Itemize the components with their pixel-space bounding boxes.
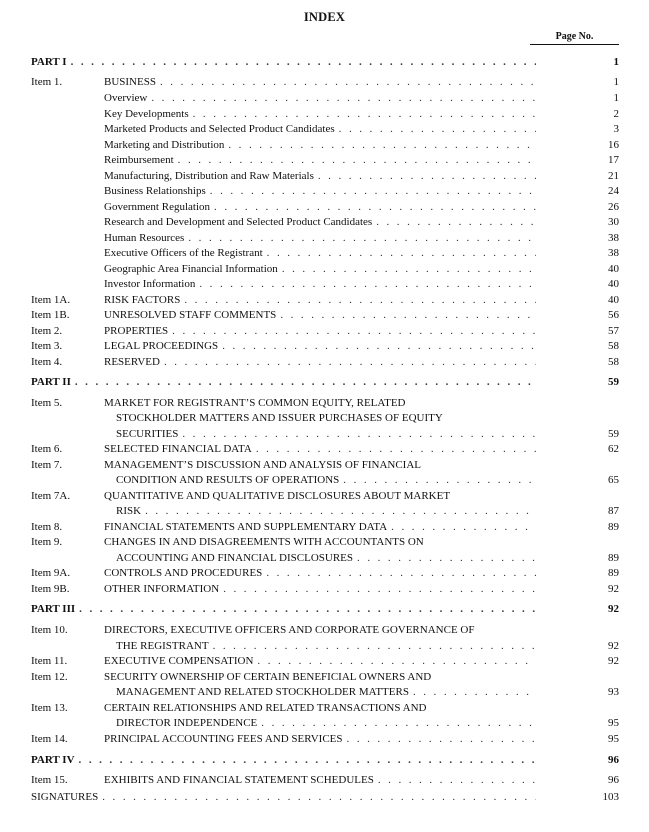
toc-item-1a[interactable] xyxy=(31,292,619,308)
item-number: Item 8. xyxy=(31,521,63,533)
toc-item-5-end[interactable] xyxy=(31,426,619,442)
page-title: INDEX xyxy=(303,10,346,24)
page-number: 40 xyxy=(608,294,619,306)
item-title: EXECUTIVE COMPENSATION . . . xyxy=(104,653,536,669)
page-number: 38 xyxy=(608,232,619,244)
toc-signatures[interactable] xyxy=(31,789,619,805)
toc-item-7a-end[interactable] xyxy=(31,503,619,519)
item-title: EXHIBITS AND FINANCIAL STATEMENT SCHEDULES . . . xyxy=(104,772,536,788)
item-title-line-1: DIRECTORS, EXECUTIVE OFFICERS AND CORPORATE GOVERNANCE OF xyxy=(104,624,475,636)
toc-item-13[interactable] xyxy=(31,700,619,716)
item-title: Research and Development and Selected Product Candidates . . . xyxy=(104,214,536,230)
item-number: Item 12. xyxy=(31,671,68,683)
item-number: Item 3. xyxy=(31,340,63,352)
toc-item-1[interactable] xyxy=(31,74,619,90)
page-number: 95 xyxy=(608,717,619,729)
toc-item-15[interactable] xyxy=(31,772,619,788)
item-title: RISK FACTORS . . . xyxy=(104,292,536,308)
item-title: CONTROLS AND PROCEDURES . . . xyxy=(104,565,536,581)
item-number: Item 9A. xyxy=(31,567,71,579)
toc-item-10[interactable] xyxy=(31,622,619,638)
part-3-leader xyxy=(31,601,536,617)
item-title: Business Relationships . . . xyxy=(104,183,536,199)
page-number: 87 xyxy=(608,505,619,517)
item-title: SELECTED FINANCIAL DATA . . . xyxy=(104,441,536,457)
toc-item-2[interactable] xyxy=(31,323,619,339)
toc-sub-research-development[interactable] xyxy=(31,214,619,230)
page-number: 92 xyxy=(608,655,619,667)
item-title: Geographic Area Financial Information . . . xyxy=(104,261,536,277)
page-number: 40 xyxy=(608,278,619,290)
item-number: Item 10. xyxy=(31,624,68,636)
toc-sub-government-regulation[interactable] xyxy=(31,199,619,215)
page-number: 59 xyxy=(608,428,619,440)
item-title: Government Regulation . . . xyxy=(104,199,536,215)
item-title-line-2: RISK . . . xyxy=(116,503,536,519)
item-number: Item 9. xyxy=(31,536,63,548)
page-number: 1 xyxy=(613,56,619,68)
item-title: RESERVED . . . xyxy=(104,354,536,370)
toc-item-3[interactable] xyxy=(31,338,619,354)
item-number: Item 13. xyxy=(31,702,68,714)
page-number: 1 xyxy=(613,76,619,88)
page-number: 65 xyxy=(608,474,619,486)
page-number: 17 xyxy=(608,154,619,166)
toc-sub-key-developments[interactable] xyxy=(31,106,619,122)
item-title-line-1: MANAGEMENT’S DISCUSSION AND ANALYSIS OF FINANCIAL xyxy=(104,459,422,471)
part-4-leader xyxy=(31,752,536,768)
toc-item-12-end[interactable] xyxy=(31,684,619,700)
page-number: 95 xyxy=(608,733,619,745)
part-label: PART II xyxy=(31,374,75,390)
toc-sub-reimbursement[interactable] xyxy=(31,152,619,168)
page-number: 1 xyxy=(613,92,619,104)
page-number: 89 xyxy=(608,521,619,533)
page-number: 16 xyxy=(608,139,619,151)
part-2-leader xyxy=(31,374,536,390)
page-no-header: Page No. xyxy=(530,31,619,45)
item-title: LEGAL PROCEEDINGS . . . xyxy=(104,338,536,354)
item-title: UNRESOLVED STAFF COMMENTS . . . xyxy=(104,307,536,323)
part-1-leader xyxy=(31,54,536,70)
signatures-leader xyxy=(31,789,536,805)
item-number: Item 1B. xyxy=(31,309,70,321)
part-label: PART IV xyxy=(31,752,79,768)
toc-item-10-end[interactable] xyxy=(31,638,619,654)
toc-item-4[interactable] xyxy=(31,354,619,370)
item-title: Reimbursement . . . xyxy=(104,152,536,168)
item-title-line-2: DIRECTOR INDEPENDENCE . . . xyxy=(116,715,536,731)
toc-sub-overview[interactable] xyxy=(31,90,619,106)
toc-item-7a[interactable] xyxy=(31,488,619,504)
page-number: 57 xyxy=(608,325,619,337)
toc-sub-human-resources[interactable] xyxy=(31,230,619,246)
toc-part-1[interactable] xyxy=(31,54,619,70)
item-number: Item 5. xyxy=(31,397,63,409)
toc-item-6[interactable] xyxy=(31,441,619,457)
page-number: 58 xyxy=(608,340,619,352)
toc-item-5[interactable] xyxy=(31,395,619,411)
toc-item-1b[interactable] xyxy=(31,307,619,323)
item-title-line-1: MARKET FOR REGISTRANT’S COMMON EQUITY, RELATED xyxy=(104,397,406,409)
page-number: 89 xyxy=(608,567,619,579)
item-number: Item 1A. xyxy=(31,294,71,306)
toc-item-14[interactable] xyxy=(31,731,619,747)
toc-item-13-end[interactable] xyxy=(31,715,619,731)
toc-sub-marketing[interactable] xyxy=(31,137,619,153)
toc-part-3[interactable] xyxy=(31,601,619,617)
item-number: Item 7. xyxy=(31,459,63,471)
item-title-line-1: SECURITY OWNERSHIP OF CERTAIN BENEFICIAL OWNERS AND xyxy=(104,671,432,683)
item-title-line-2: STOCKHOLDER MATTERS AND ISSUER PURCHASES OF EQUITY xyxy=(116,412,443,424)
item-number: Item 4. xyxy=(31,356,63,368)
toc-sub-investor[interactable] xyxy=(31,276,619,292)
toc-sub-geographic[interactable] xyxy=(31,261,619,277)
page-number: 38 xyxy=(608,247,619,259)
page-number: 26 xyxy=(608,201,619,213)
page-number: 21 xyxy=(608,170,619,182)
item-number: Item 1. xyxy=(31,76,63,88)
item-title: Marketing and Distribution . . . xyxy=(104,137,536,153)
item-title: OTHER INFORMATION . . . xyxy=(104,581,536,597)
toc-sub-business-relationships[interactable] xyxy=(31,183,619,199)
page-number: 103 xyxy=(602,791,619,803)
toc-item-9[interactable] xyxy=(31,534,619,550)
item-title: FINANCIAL STATEMENTS AND SUPPLEMENTARY DATA . . . xyxy=(104,519,536,535)
toc-item-7-end[interactable] xyxy=(31,472,619,488)
item-title: Key Developments . . . xyxy=(104,106,536,122)
item-title: Marketed Products and Selected Product Candidates . . . xyxy=(104,121,536,137)
part-label: PART III xyxy=(31,601,79,617)
item-title-line-1: QUANTITATIVE AND QUALITATIVE DISCLOSURES ABOUT MARKET xyxy=(104,490,451,502)
toc-sub-executive-officers[interactable] xyxy=(31,245,619,261)
toc-item-7[interactable] xyxy=(31,457,619,473)
item-title: BUSINESS . . . xyxy=(104,74,536,90)
toc-sub-manufacturing[interactable] xyxy=(31,168,619,184)
toc-item-9a[interactable] xyxy=(31,565,619,581)
item-title-line-2: CONDITION AND RESULTS OF OPERATIONS . . . xyxy=(116,472,536,488)
page-number: 24 xyxy=(608,185,619,197)
toc-sub-marketed-products[interactable] xyxy=(31,121,619,137)
page-number: 92 xyxy=(608,583,619,595)
toc-part-4[interactable] xyxy=(31,752,619,768)
page-number: 58 xyxy=(608,356,619,368)
item-title: Manufacturing, Distribution and Raw Materials . . . xyxy=(104,168,536,184)
toc-part-2[interactable] xyxy=(31,374,619,390)
page-number: 2 xyxy=(613,108,619,120)
page-number: 96 xyxy=(608,754,619,766)
item-title-line-1: CHANGES IN AND DISAGREEMENTS WITH ACCOUNTANTS ON xyxy=(104,536,424,548)
item-number: Item 2. xyxy=(31,325,63,337)
item-title: PROPERTIES . . . xyxy=(104,323,536,339)
toc-item-12[interactable] xyxy=(31,669,619,685)
item-title-line-2: ACCOUNTING AND FINANCIAL DISCLOSURES . . . xyxy=(116,550,536,566)
toc-item-9-end[interactable] xyxy=(31,550,619,566)
item-title: Human Resources . . . xyxy=(104,230,536,246)
item-title: Investor Information . . . xyxy=(104,276,536,292)
page-number: 30 xyxy=(608,216,619,228)
page-number: 89 xyxy=(608,552,619,564)
page-number: 59 xyxy=(608,376,619,388)
toc-item-11[interactable] xyxy=(31,653,619,669)
item-title-line-1: CERTAIN RELATIONSHIPS AND RELATED TRANSACTIONS AND xyxy=(104,702,427,714)
toc-item-8[interactable] xyxy=(31,519,619,535)
page-number: 3 xyxy=(613,123,619,135)
item-number: Item 15. xyxy=(31,774,68,786)
toc-item-9b[interactable] xyxy=(31,581,619,597)
item-title: PRINCIPAL ACCOUNTING FEES AND SERVICES . . . xyxy=(104,731,536,747)
page-number: 62 xyxy=(608,443,619,455)
item-title: Overview . . . xyxy=(104,90,536,106)
page-number: 92 xyxy=(608,640,619,652)
signatures-label: SIGNATURES xyxy=(31,789,102,805)
page-number: 40 xyxy=(608,263,619,275)
part-label: PART I xyxy=(31,54,71,70)
item-number: Item 6. xyxy=(31,443,63,455)
page-number: 93 xyxy=(608,686,619,698)
item-number: Item 9B. xyxy=(31,583,70,595)
item-title-line-2: MANAGEMENT AND RELATED STOCKHOLDER MATTERS . . . xyxy=(116,684,536,700)
item-title: Executive Officers of the Registrant . . . xyxy=(104,245,536,261)
page-number: 92 xyxy=(608,603,619,615)
item-number: Item 14. xyxy=(31,733,68,745)
item-number: Item 11. xyxy=(31,655,68,667)
item-title-line-2: THE REGISTRANT . . . xyxy=(116,638,536,654)
page-number: 96 xyxy=(608,774,619,786)
item-title-line-3: SECURITIES . . . xyxy=(116,426,536,442)
item-number: Item 7A. xyxy=(31,490,71,502)
page-number: 56 xyxy=(608,309,619,321)
toc-item-5-cont xyxy=(31,410,619,426)
